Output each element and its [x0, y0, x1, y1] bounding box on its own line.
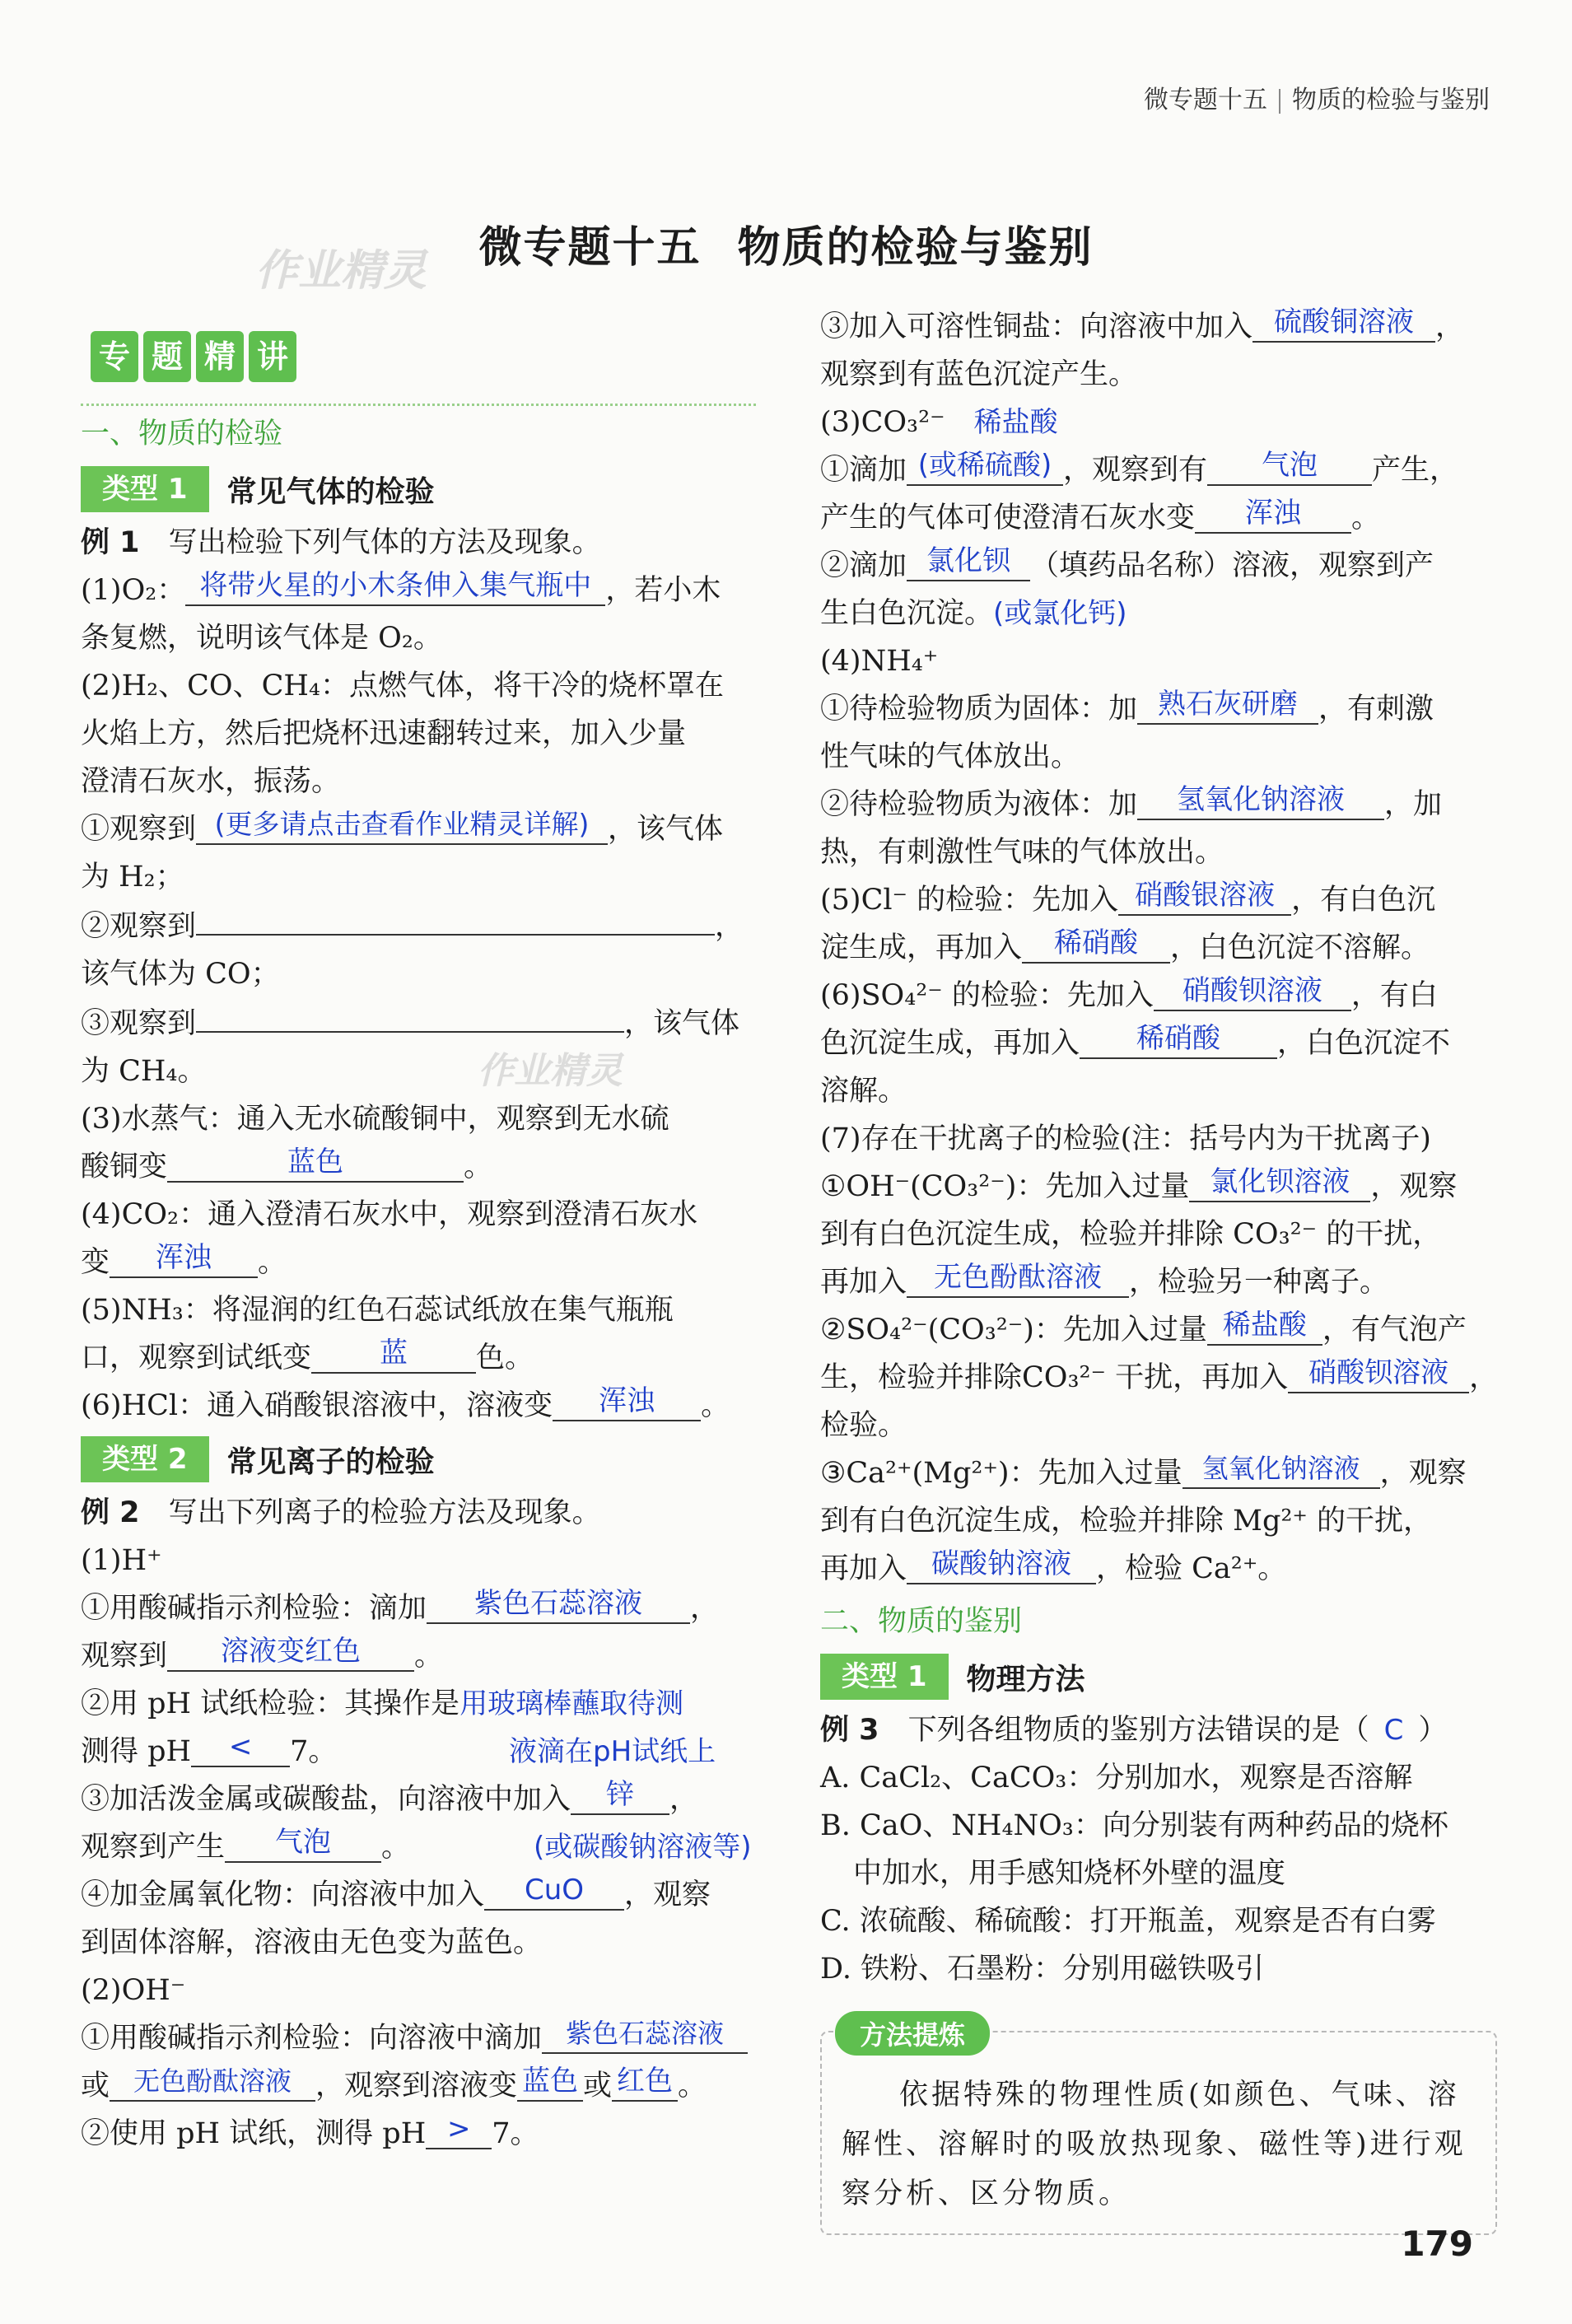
answer-blank[interactable]: 熟石灰研磨 [1137, 685, 1318, 725]
answer-blank[interactable]: 红色 [612, 2062, 678, 2102]
answer-blank[interactable]: 硝酸银溶液 [1118, 876, 1291, 916]
answer-blank[interactable]: 蓝色 [517, 2062, 583, 2102]
watermark: 作业精灵 [255, 246, 427, 296]
answer-blank[interactable]: 稀硝酸 [1022, 924, 1170, 964]
answer-blank[interactable]: (或稀硫酸) [907, 446, 1063, 486]
page-title: 微专题十五 物质的检验与鉴别 [478, 223, 1094, 273]
answer-blank[interactable]: 气泡 [225, 1823, 381, 1863]
running-header: 微专题十五 物质的检验与鉴别 [1144, 86, 1490, 114]
answer-blank[interactable]: 浑浊 [110, 1239, 258, 1278]
method-text: 依据特殊的物理性质(如颜色、气味、溶解性、溶解时的吸放热现象、磁性等)进行观察分析、区分物质。 [842, 2079, 1467, 2210]
heading-inspection: 一、物质的检验 [81, 418, 283, 450]
handwritten-note: (或碳酸钠溶液等) [534, 1831, 752, 1864]
answer-blank[interactable]: 锌 [571, 1776, 669, 1815]
promo-link[interactable]: (更多请点击查看作业精灵详解) [196, 805, 608, 845]
option-b-cont: 中加水，用手感知烧杯外壁的温度 [853, 1857, 1286, 1890]
answer-blank[interactable]: 硫酸铜溶液 [1252, 303, 1435, 343]
handwritten-answer: C [1383, 1714, 1404, 1747]
type-badge: 类型 2 常见离子的检验 [81, 1435, 756, 1484]
empty-blank[interactable] [196, 901, 715, 936]
answer-blank[interactable]: 紫色石蕊溶液 [542, 2014, 748, 2054]
answer-blank[interactable]: 紫色石蕊溶液 [427, 1584, 690, 1624]
answer-blank[interactable]: < [191, 1728, 290, 1767]
answer-blank[interactable]: 溶液变红色 [167, 1632, 414, 1672]
option-c: C. 浓硫酸、稀硫酸：打开瓶盖，观察是否有白雾 [820, 1905, 1436, 1938]
page-number: 179 [1401, 2224, 1473, 2264]
answer-blank[interactable]: > [426, 2110, 492, 2149]
answer-blank[interactable]: 气泡 [1207, 446, 1372, 486]
answer-blank[interactable]: 将带火星的小木条伸入集气瓶中 [185, 567, 605, 606]
type-badge: 类型 1 常见气体的检验 [81, 464, 756, 514]
type-badge: 类型 1 物理方法 [820, 1652, 1497, 1701]
answer-blank[interactable]: 氯化钡溶液 [1189, 1163, 1370, 1202]
answer-blank[interactable]: 浑浊 [553, 1382, 701, 1421]
answer-blank[interactable]: 无色酚酞溶液 [110, 2062, 315, 2102]
answer-blank[interactable]: CuO [484, 1871, 624, 1911]
method-tag: 方法提炼 [835, 2011, 990, 2056]
answer-blank[interactable]: 稀硝酸 [1080, 1020, 1277, 1059]
section-banner: 专 题 精 讲 [81, 321, 756, 400]
right-column: ③加入可溶性铜盐：向溶液中加入 硫酸铜溶液 ， 观察到有蓝色沉淀产生。 (3)CO₃²⁻ 稀盐酸 ①滴加 (或稀硫酸) ，观察到有 气泡 产生， 产生的气体可使澄清石灰水变 浑浊 。 ②滴加 氯化钡 （填药品名称）溶液，观察到产 生白色沉淀。(或氯化钙) (4)NH₄⁺ ①待检验物质为固体：加 熟石灰研磨 ，有刺激 性气味的气体放出。 ②待检验物质为液体：加 氢氧化钠溶液 ，加 热，有刺激性气味的气体放出。 (5)Cl⁻ 的检验：先加入 硝酸银溶液 ，有白色沉 淀生成，再加入 稀硝酸 ，白色沉淀不溶解。 (6)SO₄²⁻ 的检验：先加入 硝酸钡溶液 ，有白 色沉淀生成，再加入 稀硝酸 ，白色沉淀不 溶解。 (7)存在干扰离子的检验(注：括号内为干扰离子) ①OH⁻(CO₃²⁻)：先加入过量 氯化钡溶液 ，观察 到有白色沉淀生成，检验并排除 CO₃²⁻ 的干扰， 再加入 无色酚酞溶液 ，检验另一种离子。 ②SO₄²⁻(CO₃²⁻)：先加入过量 稀盐酸 ，有气泡产 生，检验并排除CO₃²⁻ 干扰，再加入 硝酸钡溶液 ， 检验。 ③Ca²⁺(Mg²⁺)：先加入过量 氢氧化钠溶液 ，观察 到有白色沉淀生成，检验并排除 Mg²⁺ 的干扰， 再加入 碳酸钠溶液 ，检验 Ca²⁺。 二、物质的鉴别 类型 1 物理方法 例 3 下列各组物质的鉴别方法错误的是（ C ） A. CaCl₂、CaCO₃：分别加水，观察是否溶解 B. CaO、NH₄NO₃：向分别装有两种药品的烧杯 中加水，用手感知烧杯外壁的温度 C. 浓硫酸、稀硫酸：打开瓶盖，观察是否有白雾 D. 铁粉、石墨粉：分别用磁铁吸引 方法提炼 依据特殊的物理性质(如颜色、气味、溶解性、溶解时的吸放热现象、磁性等)进行观察分析、区分物质。 [820, 303, 1497, 2235]
answer-blank[interactable]: 碳酸钠溶液 [907, 1545, 1096, 1584]
handwritten-answer: 用玻璃棒蘸取待测 [459, 1687, 684, 1720]
option-b: B. CaO、NH₄NO₃：向分别装有两种药品的烧杯 [820, 1809, 1448, 1842]
answer-blank[interactable]: 稀盐酸 [1207, 1306, 1322, 1346]
answer-blank[interactable]: 浑浊 [1195, 494, 1351, 534]
handwritten-note: 稀盐酸 [973, 406, 1058, 439]
empty-blank[interactable] [196, 998, 624, 1033]
option-d: D. 铁粉、石墨粉：分别用磁铁吸引 [820, 1953, 1265, 1986]
method-box [820, 2019, 1497, 2235]
left-column: 专 题 精 讲 一、物质的检验 类型 1 常见气体的检验 例 1 写出检验下列气体的方法及现象。 (1)O₂： 将带火星的小木条伸入集气瓶中 ，若小木 条复燃，说明该气体是 O₂。 (2)H₂、CO、CH₄：点燃气体，将干冷的烧杯罩在 火焰上方，然后把烧杯迅速翻转过来，加入少量 澄清石灰水，振荡。 ①观察到 (更多请点击查看作业精灵详解) ，该气体 为 H₂； ②观察到 ， 该气体为 CO； ③观察到 ，该气体 为 CH₄。 (3)水蒸气：通入无水硫酸铜中，观察到无水硫 酸铜变 蓝色 。 (4)CO₂：通入澄清石灰水中，观察到澄清石灰水 变 浑浊 。 (5)NH₃：将湿润的红色石蕊试纸放在集气瓶瓶 口，观察到试纸变 蓝 色。 (6)HCl：通入硝酸银溶液中，溶液变 浑浊 。 类型 2 常见离子的检验 例 2 写出下列离子的检验方法及现象。 (1)H⁺ ①用酸碱指示剂检验：滴加 紫色石蕊溶液 ， 观察到 溶液变红色 。 ②用 pH 试纸检验：其操作是用玻璃棒蘸取待测 测得 pH < 7。 液滴在pH试纸上 ③加活泼金属或碳酸盐，向溶液中加入 锌 ， 观察到产生 气泡 。 (或碳酸钠溶液等) ④加金属氧化物：向溶液中加入 CuO ，观察 到固体溶解，溶液由无色变为蓝色。 (2)OH⁻ ①用酸碱指示剂检验：向溶液中滴加 紫色石蕊溶液 或 无色酚酞溶液 ，观察到溶液变 蓝色 或 红色 。 ②使用 pH 试纸，测得 pH > 7。 [81, 321, 756, 2158]
answer-blank[interactable]: 氢氧化钠溶液 [1182, 1449, 1380, 1489]
handwritten-note: (或氯化钙) [993, 597, 1127, 630]
answer-blank[interactable]: 氢氧化钠溶液 [1137, 781, 1384, 820]
answer-blank[interactable]: 硝酸钡溶液 [1154, 972, 1351, 1011]
answer-blank[interactable]: 蓝色 [167, 1143, 464, 1183]
answer-blank[interactable]: 无色酚酞溶液 [907, 1258, 1129, 1298]
answer-blank[interactable]: 蓝 [311, 1334, 476, 1374]
option-a: A. CaCl₂、CaCO₃：分别加水，观察是否溶解 [820, 1762, 1413, 1794]
answer-blank[interactable]: 氯化钡 [907, 542, 1030, 581]
handwritten-note: 液滴在pH试纸上 [509, 1735, 716, 1768]
answer-blank[interactable]: 硝酸钡溶液 [1288, 1354, 1469, 1393]
watermark: 作业精灵 [478, 1050, 623, 1092]
heading-identification: 二、物质的鉴别 [820, 1605, 1023, 1638]
